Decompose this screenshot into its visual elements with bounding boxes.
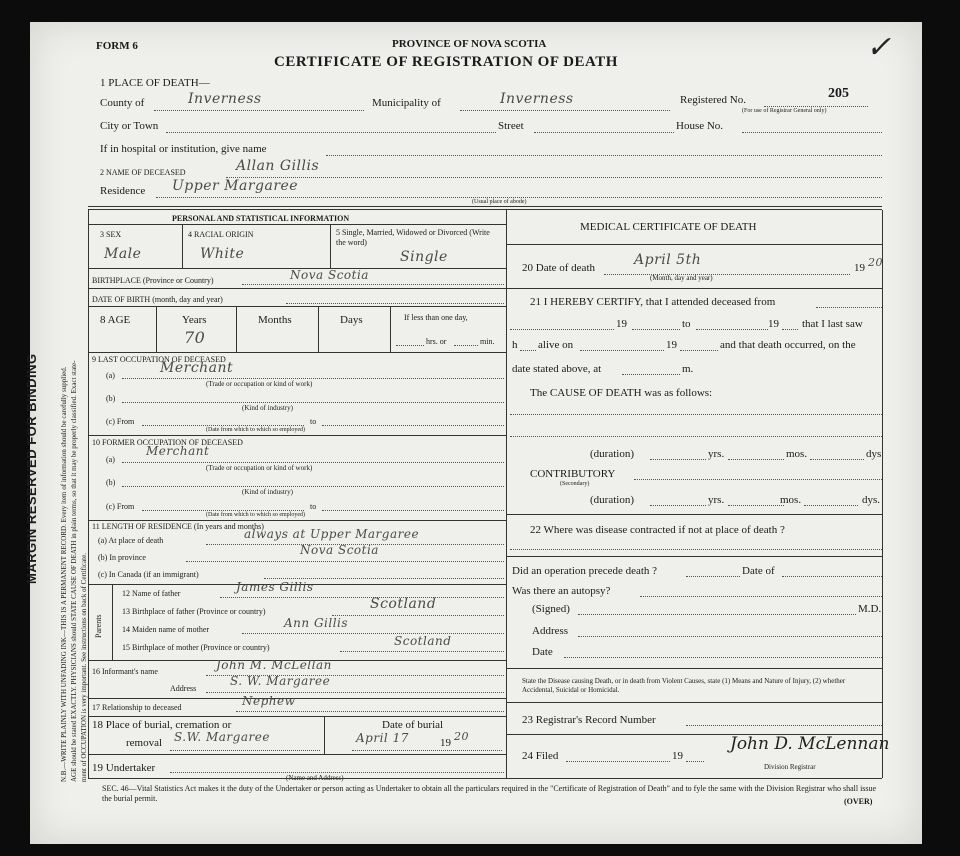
mother-birth-label: 15 Birthplace of mother (Province or country) bbox=[122, 643, 270, 652]
sex-value: Male bbox=[104, 246, 142, 262]
filed-19: 19 bbox=[672, 750, 683, 762]
trade-hint: (Trade or occupation or kind of work) bbox=[206, 380, 313, 388]
date-stated-label: date stated above, at bbox=[512, 363, 602, 375]
former-c-from: (c) From bbox=[106, 502, 135, 511]
last-saw-label: that I last saw bbox=[802, 318, 863, 330]
form-number: FORM 6 bbox=[96, 40, 138, 52]
street-label: Street bbox=[498, 120, 524, 132]
marital-label: 5 Single, Married, Widowed or Divorced (Write the word) bbox=[336, 228, 490, 247]
less-than-day-label: If less than one day, bbox=[404, 313, 468, 322]
binding-margin bbox=[26, 102, 106, 822]
mos-2: mos. bbox=[780, 494, 802, 506]
mother-birth-value: Scotland bbox=[394, 634, 452, 648]
place-of-death-label: 1 PLACE OF DEATH— bbox=[100, 77, 210, 89]
contributory-label: CONTRIBUTORY bbox=[530, 468, 616, 480]
death-year-value: 20 bbox=[868, 256, 883, 269]
autopsy-label: Was there an autopsy? bbox=[512, 585, 611, 597]
birthplace-label: BIRTHPLACE (Province or Country) bbox=[92, 276, 214, 285]
md-label: M.D. bbox=[858, 603, 882, 615]
residence-value: Upper Margaree bbox=[172, 178, 299, 194]
undertaker-hint: (Name and Address) bbox=[286, 774, 344, 782]
mos-1: mos. bbox=[786, 448, 808, 460]
duration-1: (duration) bbox=[590, 448, 634, 460]
province-title: PROVINCE OF NOVA SCOTIA bbox=[392, 38, 547, 50]
occ-to: to bbox=[310, 417, 317, 426]
dys-2: dys. bbox=[862, 494, 881, 506]
burial-year-prefix: 19 bbox=[440, 737, 451, 749]
cert-19b: 19 bbox=[768, 318, 779, 330]
state-note: State the Disease causing Death, or in death from Violent Causes, state (1) Means and Nature of Injury, (2) whether Accidental, Suicidal or Homicidal. bbox=[522, 677, 846, 694]
occ-c-from: (c) From bbox=[106, 417, 135, 426]
racial-origin-label: 4 RACIAL ORIGIN bbox=[188, 230, 254, 239]
employed-hint: (Date from which to which so employed) bbox=[206, 427, 305, 433]
m-label: m. bbox=[682, 363, 694, 375]
father-value: James Gillis bbox=[236, 580, 314, 594]
residence-label: Residence bbox=[100, 185, 146, 197]
record-number-label: 23 Registrar's Record Number bbox=[522, 714, 656, 726]
mother-label: 14 Maiden name of mother bbox=[122, 625, 210, 634]
death-occurred-label: and that death occurred, on the bbox=[720, 339, 856, 351]
registered-no-label: Registered No. bbox=[680, 94, 746, 106]
burial-year-value: 20 bbox=[454, 730, 469, 743]
death-date-label: 20 Date of death bbox=[522, 262, 595, 274]
operation-label: Did an operation precede death ? bbox=[512, 565, 658, 577]
county-label: County of bbox=[100, 97, 145, 109]
yrs-2: yrs. bbox=[708, 494, 725, 506]
dys-1: dys bbox=[866, 448, 882, 460]
removal-label: removal bbox=[126, 737, 163, 749]
occ-b: (b) bbox=[106, 394, 116, 403]
medical-header: MEDICAL CERTIFICATE OF DEATH bbox=[580, 221, 757, 233]
name-of-deceased-label: 2 NAME OF DECEASED bbox=[100, 168, 186, 177]
industry-hint: (Kind of industry) bbox=[242, 404, 293, 412]
informant-label: 16 Informant's name bbox=[92, 667, 158, 676]
months-label: Months bbox=[258, 314, 292, 326]
registrar-signature: John D. McLennan bbox=[730, 734, 890, 754]
address-label: Address bbox=[532, 625, 569, 637]
cause-label: The CAUSE OF DEATH was as follows: bbox=[530, 387, 713, 399]
min-label: min. bbox=[480, 337, 495, 346]
residence-hint: (Usual place of abode) bbox=[472, 199, 527, 205]
page-title: CERTIFICATE OF REGISTRATION OF DEATH bbox=[274, 54, 618, 70]
informant-address-label: Address bbox=[170, 684, 197, 693]
undertaker-label: 19 Undertaker bbox=[92, 762, 156, 774]
registered-no-value: 205 bbox=[828, 86, 849, 101]
instruction-line-1: N.B.—WRITE PLAINLY WITH UNFADING INK—THIS IS A PERMANENT RECORD. Every item of information should be carefully supplied. bbox=[60, 366, 68, 782]
years-value: 70 bbox=[184, 328, 206, 347]
date-of-label: Date of bbox=[742, 565, 775, 577]
removal-value: S.W. Margaree bbox=[174, 730, 270, 744]
last-occupation-value: Merchant bbox=[160, 360, 234, 376]
at-place-label: (a) At place of death bbox=[98, 536, 164, 545]
hrs-label: hrs. or bbox=[426, 337, 447, 346]
in-province-label: (b) In province bbox=[98, 553, 146, 562]
cert-to: to bbox=[682, 318, 691, 330]
cert-19a: 19 bbox=[616, 318, 627, 330]
racial-origin-value: White bbox=[200, 246, 245, 262]
county-value: Inverness bbox=[188, 91, 262, 107]
former-a: (a) bbox=[106, 455, 115, 464]
father-birth-value: Scotland bbox=[370, 596, 437, 612]
death-certificate bbox=[24, 22, 922, 844]
contracted-label: 22 Where was disease contracted if not at place of death ? bbox=[530, 524, 785, 536]
death-date-hint: (Month, day and year) bbox=[650, 274, 713, 282]
yrs-1: yrs. bbox=[708, 448, 725, 460]
dob-label: DATE OF BIRTH (month, day and year) bbox=[92, 295, 223, 304]
length-residence-label: 11 LENGTH OF RESIDENCE (In years and months) bbox=[92, 522, 264, 531]
former-trade-hint: (Trade or occupation or kind of work) bbox=[206, 464, 313, 472]
municipality-label: Municipality of bbox=[372, 97, 441, 109]
footer-note: SEC. 46—Vital Statistics Act makes it the duty of the Undertaker or person acting as Undertaker to obtain all the particulars required in the "Certificate of Registration of Death" and to fyle the same with the Division Registrar who shall issue the burial permit. bbox=[102, 784, 877, 803]
death-date-value: April 5th bbox=[634, 252, 702, 268]
relationship-label: 17 Relationship to deceased bbox=[92, 703, 182, 712]
division-registrar-label: Division Registrar bbox=[764, 763, 816, 771]
alive-19: 19 bbox=[666, 339, 677, 351]
margin-label: MARGIN RESERVED FOR BINDING bbox=[24, 353, 39, 584]
former-industry-hint: (Kind of industry) bbox=[242, 488, 293, 496]
informant-address-value: S. W. Margaree bbox=[230, 674, 331, 688]
municipality-value: Inverness bbox=[500, 91, 574, 107]
date-label: Date bbox=[532, 646, 553, 658]
former-occupation-value: Merchant bbox=[146, 444, 210, 458]
birthplace-value: Nova Scotia bbox=[290, 268, 369, 282]
duration-2: (duration) bbox=[590, 494, 634, 506]
city-label: City or Town bbox=[100, 120, 159, 132]
father-birth-label: 13 Birthplace of father (Province or country) bbox=[122, 607, 266, 616]
former-to: to bbox=[310, 502, 317, 511]
instruction-line-2: AGE should be stated EXACTLY. PHYSICIANS should STATE CAUSE OF DEATH in plain terms, so that it may be properly classified. Exact state- bbox=[70, 360, 78, 782]
last-occupation-label: 9 LAST OCCUPATION OF DECEASED bbox=[92, 355, 226, 364]
parents-side-label: Parents bbox=[94, 614, 103, 638]
house-no-label: House No. bbox=[676, 120, 724, 132]
years-label: Years bbox=[182, 314, 207, 326]
mother-value: Ann Gillis bbox=[284, 616, 349, 630]
former-b: (b) bbox=[106, 478, 116, 487]
instruction-line-3: ment of OCCUPATION is very important. See instructions on back of Certificate. bbox=[80, 553, 88, 782]
burial-date-label: Date of burial bbox=[382, 719, 444, 731]
former-employed-hint: (Date from which to which so employed) bbox=[206, 512, 305, 518]
relationship-value: Nephew bbox=[242, 694, 296, 708]
sex-label: 3 SEX bbox=[100, 230, 122, 239]
marital-value: Single bbox=[400, 249, 448, 265]
in-canada-label: (c) In Canada (if an immigrant) bbox=[98, 570, 199, 579]
at-place-value: always at Upper Margaree bbox=[244, 527, 420, 541]
age-label: 8 AGE bbox=[100, 314, 131, 326]
in-province-value: Nova Scotia bbox=[300, 543, 379, 557]
certify-line: 21 I HEREBY CERTIFY, that I attended deceased from bbox=[530, 296, 776, 308]
name-of-deceased-value: Allan Gillis bbox=[236, 158, 320, 174]
registrar-use-hint: (For use of Registrar General only) bbox=[742, 108, 827, 114]
former-occupation-label: 10 FORMER OCCUPATION OF DECEASED bbox=[92, 438, 243, 447]
secondary-hint: (Secondary) bbox=[560, 481, 590, 487]
personal-header: PERSONAL AND STATISTICAL INFORMATION bbox=[172, 214, 350, 223]
death-year-prefix: 19 bbox=[854, 262, 865, 274]
burial-label: 18 Place of burial, cremation or bbox=[92, 719, 232, 731]
filed-label: 24 Filed bbox=[522, 750, 559, 762]
days-label: Days bbox=[340, 314, 363, 326]
hospital-label: If in hospital or institution, give name bbox=[100, 143, 267, 155]
signed-label: (Signed) bbox=[532, 603, 570, 615]
informant-value: John M. McLellan bbox=[216, 658, 332, 672]
burial-date-value: April 17 bbox=[356, 731, 409, 745]
father-label: 12 Name of father bbox=[122, 589, 181, 598]
over-label: (OVER) bbox=[844, 797, 873, 806]
h-label: h bbox=[512, 339, 518, 351]
check-mark: ✓ bbox=[866, 30, 892, 65]
alive-on-label: alive on bbox=[538, 339, 574, 351]
occ-a: (a) bbox=[106, 371, 115, 380]
